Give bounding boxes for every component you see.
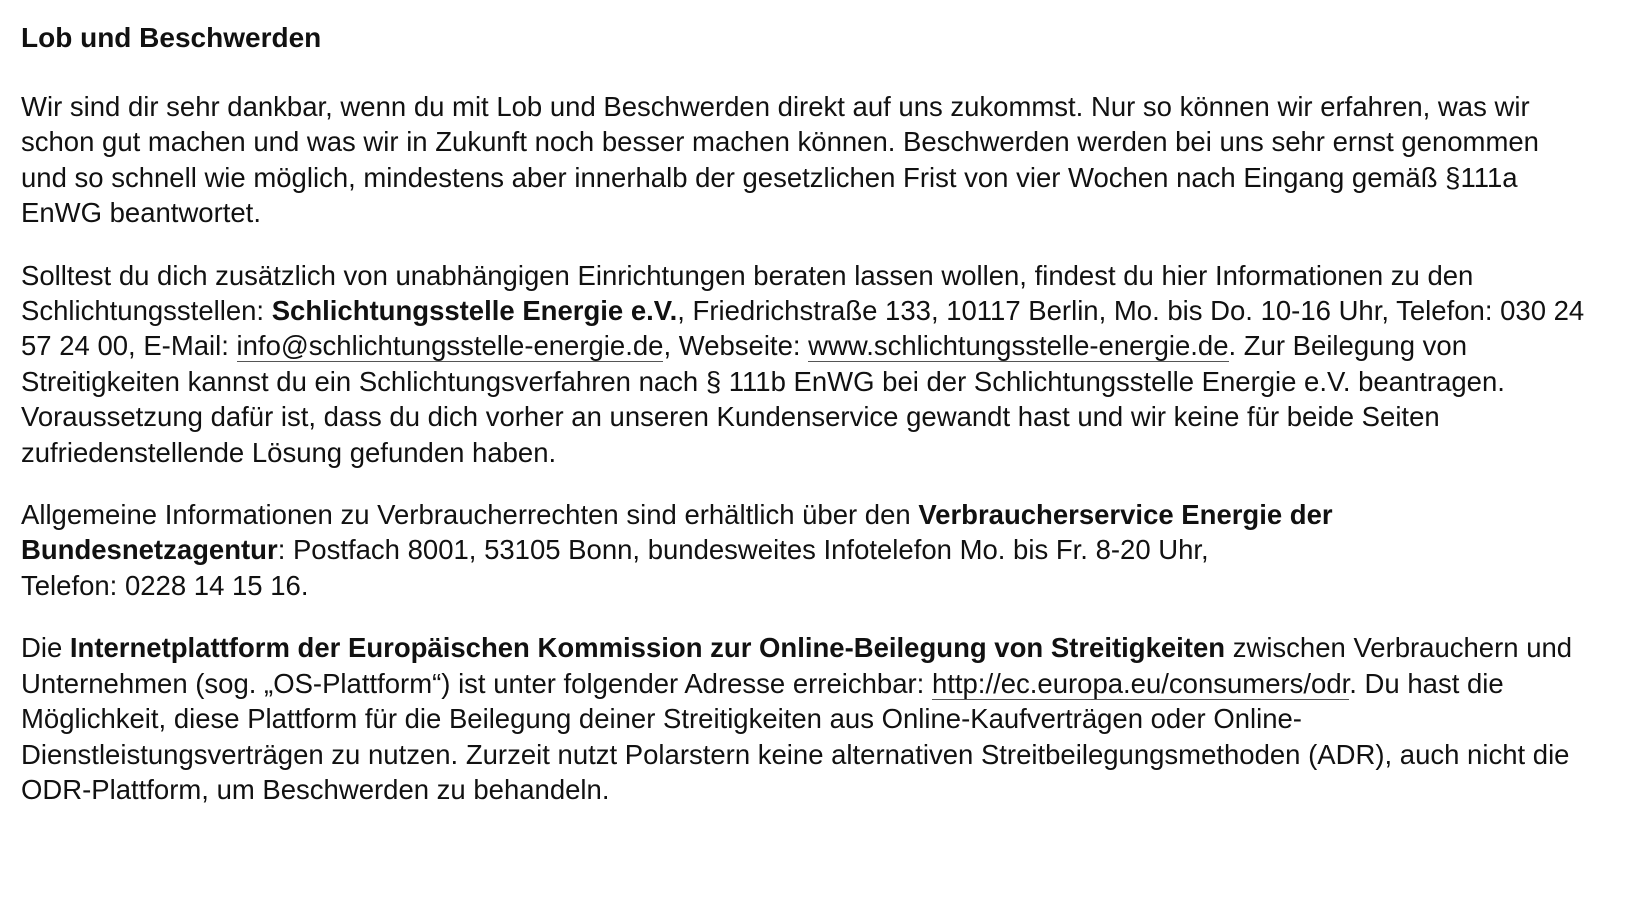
paragraph-feedback-intro [21, 89, 1590, 231]
arbitration-website-link[interactable]: www.schlichtungsstelle-energie.de [808, 330, 1229, 362]
consumer-text-2: : Postfach 8001, 53105 Bonn, bundesweites Infotelefon Mo. bis Fr. 8-20 Uhr, [277, 534, 1209, 566]
os-platform-name: Internetplattform der Europäischen Kommission zur Online-Beilegung von Streitigkeiten [69, 632, 1226, 664]
consumer-text-1: Allgemeine Informationen zu Verbraucherrechten sind erhältlich über den [21, 499, 919, 531]
arbitration-email-link[interactable]: info@schlichtungsstelle-energie.de [236, 330, 664, 362]
os-text-1: Die [21, 632, 70, 664]
consumer-phone-text: Telefon: 0228 14 15 16. [21, 569, 309, 601]
consumer-service-name: Verbraucherservice Energie der Bundesnetzagentur [21, 499, 1333, 566]
paragraph-arbitration-board [21, 258, 1590, 470]
os-text-3: . Du hast die Möglichkeit, diese Plattform für die Beilegung deiner Streitigkeiten aus Online-Kaufverträgen oder Online-Dienstleistungsverträgen zu nutzen. Zurzeit nutzt Polarstern keine alternativen Streitbeilegungsmethoden (ADR), auch nicht die ODR-Plattform, um Beschwerden zu behandeln. [21, 667, 1570, 805]
arbitration-text-3: , Webseite: [663, 330, 809, 362]
paragraph-consumer-service [21, 497, 1590, 603]
os-platform-link[interactable]: http://ec.europa.eu/consumers/odr [931, 667, 1350, 699]
arbitration-text-2: , Friedrichstraße 133, 10117 Berlin, Mo. bis Do. 10-16 Uhr, Telefon: 030 24 57 24 00, E-Mail: [21, 295, 1585, 362]
feedback-intro-text: Wir sind dir sehr dankbar, wenn du mit Lob und Beschwerden direkt auf uns zukommst. Nur so können wir erfahren, was wir schon gut machen und was wir in Zukunft noch besser machen können. Beschwerden werden bei uns sehr ernst genommen und so schnell wie möglich, mindestens aber innerhalb der gesetzlichen Frist von vier Wochen nach Eingang gemäß §111a EnWG beantwortet. [21, 91, 1539, 229]
page-title: Lob und Beschwerden [21, 22, 322, 53]
arbitration-text-4: . Zur Beilegung von Streitigkeiten kannst du ein Schlichtungsverfahren nach § 111b EnWG bei der Schlichtungsstelle Energie e.V. beantragen. Voraussetzung dafür ist, dass du dich vorher an unseren Kundenservice gewandt hast und wir keine für beide Seiten zufriedenstellende Lösung gefunden haben. [21, 330, 1505, 468]
arbitration-board-name: Schlichtungsstelle Energie e.V. [271, 295, 678, 327]
os-text-2: zwischen Verbrauchern und Unternehmen (sog. „OS-Plattform“) ist unter folgender Adresse erreichbar: [21, 632, 1573, 699]
paragraph-os-platform [21, 630, 1590, 807]
arbitration-text-1: Solltest du dich zusätzlich von unabhängigen Einrichtungen beraten lassen wollen, findest du hier Informationen zu den Schlichtungsstellen: [21, 259, 1474, 327]
